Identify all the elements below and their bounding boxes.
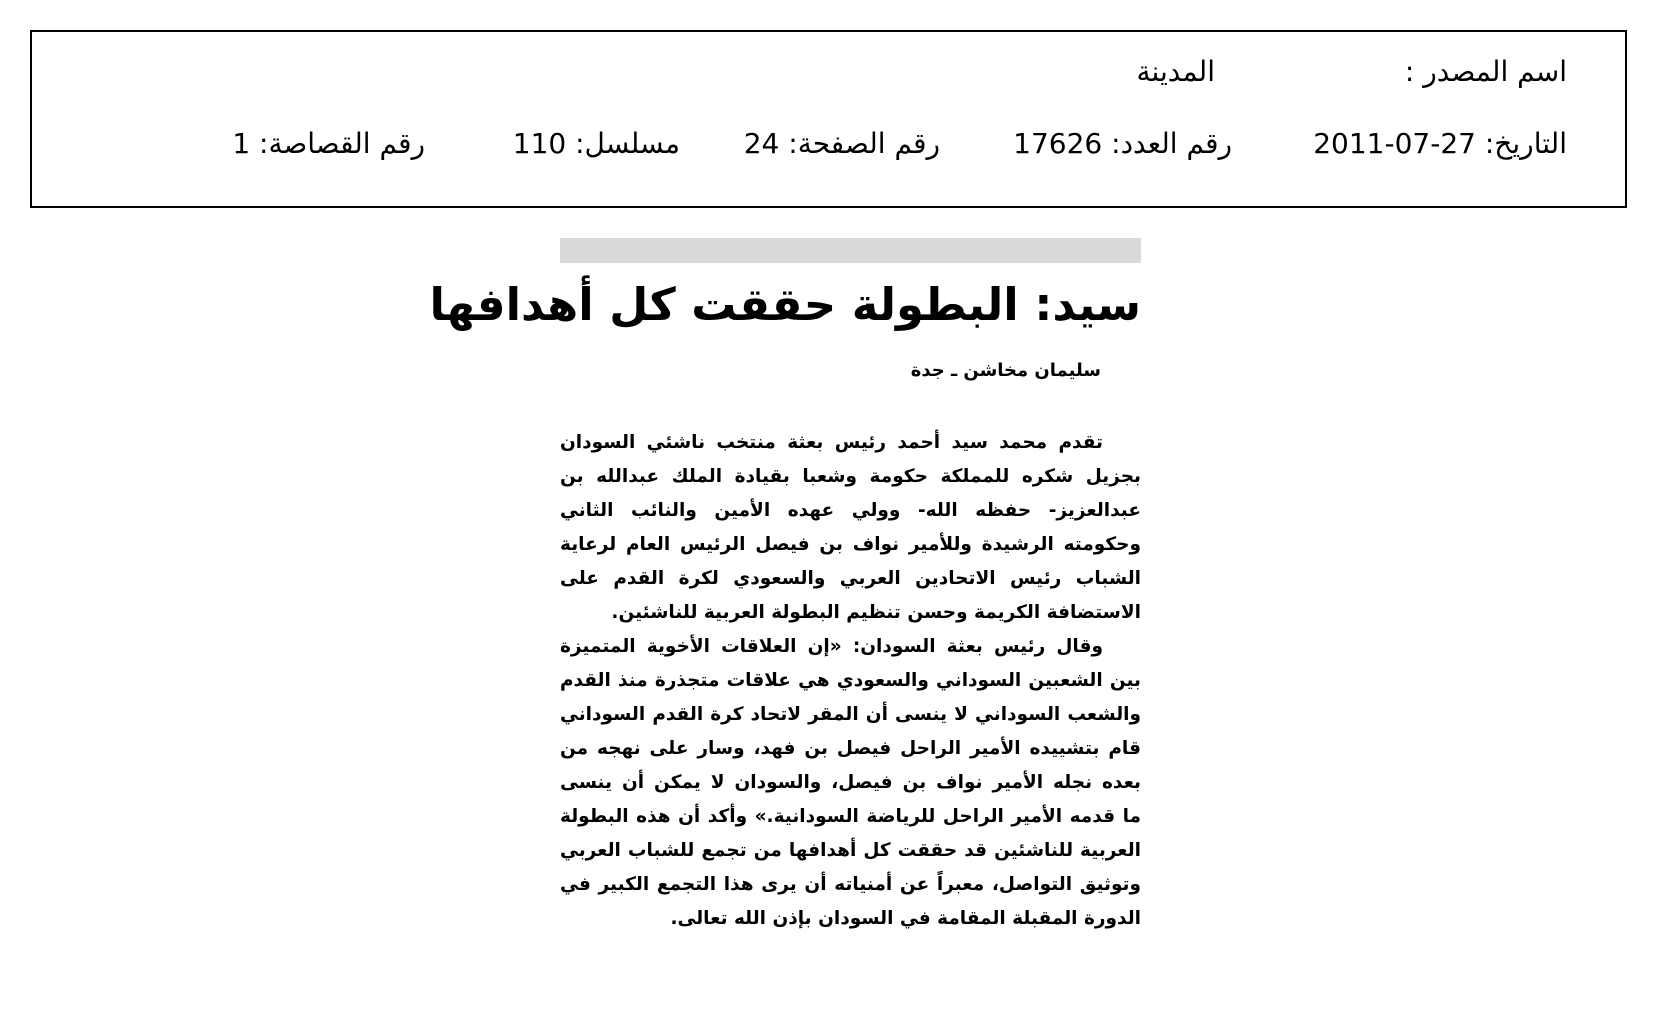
page-value: 24 [743, 127, 780, 160]
date-label: التاريخ: [1484, 127, 1567, 160]
body-line: بجزيل شكره للمملكة حكومة وشعبا بقيادة الملك عبدالله بن [560, 466, 1141, 487]
source-value: المدينة [1136, 55, 1215, 88]
body-line: تقدم محمد سيد أحمد رئيس بعثة منتخب ناشئي السودان [560, 432, 1103, 453]
body-line: عبدالعزيز- حفظه الله- وولي عهده الأمين والنائب الثاني [560, 500, 1141, 521]
body-line: وحكومته الرشيدة وللأمير نواف بن فيصل الرئيس العام لرعاية [560, 534, 1141, 555]
body-line: والشعب السوداني لا ينسى أن المقر لاتحاد كرة القدم السوداني [560, 704, 1141, 725]
body-line: الدورة المقبلة المقامة في السودان بإذن الله تعالى. [670, 908, 1141, 929]
source-field [1405, 52, 1567, 92]
page-label: رقم الصفحة: [788, 127, 940, 160]
header-rule [560, 238, 1141, 263]
body-line: قام بتشييده الأمير الراحل فيصل بن فهد، وسار على نهجه من [560, 738, 1141, 759]
article-headline: سيد: البطولة حققت كل أهدافها [429, 278, 1141, 331]
issue-label: رقم العدد: [1111, 127, 1232, 160]
source-label: اسم المصدر : [1404, 55, 1567, 88]
source-value-field [1137, 52, 1215, 92]
page-field [744, 124, 940, 164]
body-line: الاستضافة الكريمة وحسن تنظيم البطولة العربية للناشئين. [611, 602, 1141, 623]
body-line: بعده نجله الأمير نواف بن فيصل، والسودان لا يمكن أن ينسى [560, 772, 1141, 793]
body-line: وتوثيق التواصل، معبراً عن أمنياته أن يرى هذا التجمع الكبير في [560, 874, 1141, 895]
serial-value: 110 [512, 127, 567, 160]
body-line: بين الشعبين السوداني والسعودي هي علاقات متجذرة منذ القدم [560, 670, 1141, 691]
body-line: ما قدمه الأمير الراحل للرياضة السودانية.» وأكد أن هذه البطولة [560, 806, 1141, 827]
date-field [1313, 124, 1567, 164]
source-info-box [30, 30, 1627, 208]
serial-field [513, 124, 680, 164]
clip-label: رقم القصاصة: [259, 127, 425, 160]
issue-field [1013, 124, 1232, 164]
body-line: الشباب رئيس الاتحادين العربي والسعودي لكرة القدم على [560, 568, 1141, 589]
article-byline: سليمان مخاشن ـ جدة [910, 360, 1101, 381]
clip-value: 1 [232, 127, 251, 160]
serial-label: مسلسل: [575, 127, 680, 160]
date-value: 2011-07-27 [1313, 127, 1476, 160]
issue-value: 17626 [1013, 127, 1103, 160]
body-line: وقال رئيس بعثة السودان: «إن العلاقات الأخوية المتميزة [560, 636, 1103, 657]
body-line: العربية للناشئين قد حققت كل أهدافها من تجمع للشباب العربي [560, 840, 1141, 861]
clip-field [232, 124, 425, 164]
article-body [560, 426, 1141, 936]
